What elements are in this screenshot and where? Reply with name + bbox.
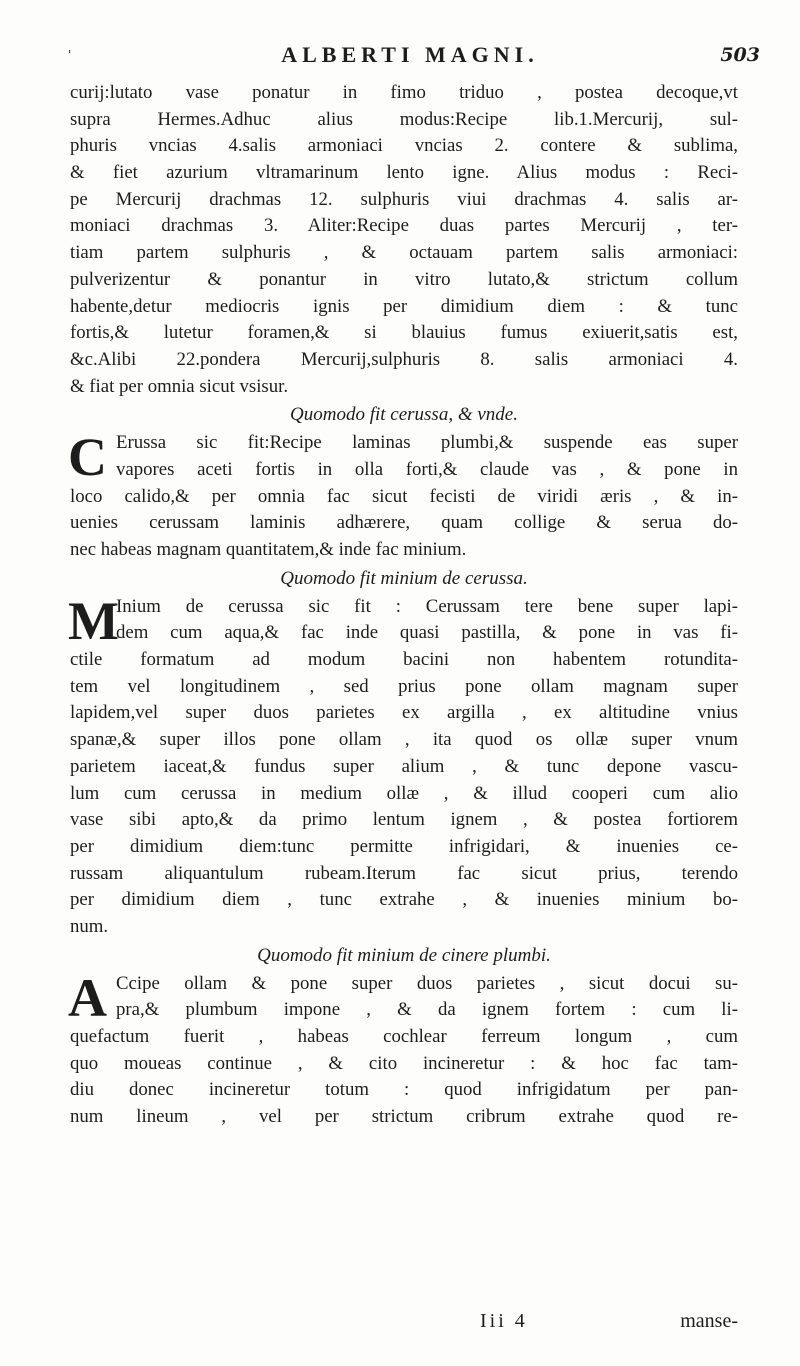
text-line: vase sibi apto,& da primo lentum ignem , & postea fortiorem (70, 809, 738, 831)
text-line: Ccipe ollam & pone super duos parietes , sicut docui su- (116, 972, 738, 994)
text-line: ctile formatum ad modum bacini non habentem rotundita- (70, 649, 738, 671)
paragraph-minium (68, 590, 738, 941)
running-head (60, 38, 760, 72)
running-head-title: ALBERTI MAGNI. (281, 42, 539, 67)
text-line: lum cum cerussa in medium ollæ , & illud cooperi cum alio (70, 782, 738, 804)
text-line: supra Hermes.Adhuc alius modus:Recipe lib.1.Mercurij, sul- (70, 108, 738, 130)
section-heading: Quomodo fit minium de cerussa. (280, 567, 528, 589)
text-line: Inium de cerussa sic fit : Cerussam tere bene super lapi- (116, 595, 738, 617)
text-line: per dimidium diem:tunc permitte infrigidari, & inuenies ce- (70, 835, 738, 857)
text-line: quo moueas continue , & cito incineretur : & hoc fac tam- (70, 1052, 738, 1074)
text-line: fortis,& lutetur foramen,& si blauius fumus exiuerit,satis est, (70, 322, 738, 344)
section-heading: Quomodo fit cerussa, & vnde. (290, 404, 518, 426)
text-line: parietem iaceat,& fundus super alium , & tunc depone vascu- (70, 755, 738, 777)
catchword: manse- (680, 1310, 738, 1332)
text-line: tiam partem sulphuris , & octauam partem salis armoniaci: (70, 242, 738, 264)
page-footer (70, 1310, 738, 1336)
text-line: nec habeas magnam quantitatem,& inde fac minium. (70, 539, 467, 560)
text-line: Erussa sic fit:Recipe laminas plumbi,& suspende eas super (116, 432, 738, 454)
text-line: num. (70, 915, 109, 937)
text-line: russam aliquantulum rubeam.Iterum fac sicut prius, terendo (70, 862, 738, 884)
text-line: vapores aceti fortis in olla forti,& claude vas , & pone in (116, 458, 738, 480)
signature-mark: Iii 4 (480, 1310, 528, 1332)
opening-block (70, 80, 738, 400)
text-line: tem vel longitudinem , sed prius pone ollam magnam super (70, 675, 738, 697)
text-line: dem cum aqua,& fac inde quasi pastilla, & pone in vas fi- (116, 622, 738, 644)
section-heading: Quomodo fit minium de cinere plumbi. (257, 944, 551, 966)
text-line: diu donec incineretur totum : quod infrigidatum per pan- (70, 1079, 738, 1101)
initial-letter: A (68, 967, 107, 1028)
text-line: uenies cerussam laminis adhærere, quam collige & serua do- (70, 512, 738, 534)
text-line: pe Mercurij drachmas 12. sulphuris viui drachmas 4. salis ar- (70, 188, 738, 210)
paragraph-minium-cinere (68, 967, 738, 1131)
text-line: num lineum , vel per strictum cribrum extrahe quod re- (70, 1106, 738, 1128)
text-line: curij:lutato vase ponatur in fimo triduo , postea decoque,vt (70, 82, 738, 103)
text-line: & fiat per omnia sicut vsisur. (70, 375, 289, 397)
text-line: loco calido,& per omnia fac sicut fecisti de viridi æris , & in- (70, 485, 738, 507)
text-line: habente,detur mediocris ignis per dimidium diem : & tunc (70, 295, 738, 317)
initial-letter: M (68, 590, 119, 651)
running-head-mark: ' (68, 48, 72, 62)
text-line: spanæ,& super illos pone ollam , ita quod os ollæ super vnum (70, 729, 738, 751)
text-line: quefactum fuerit , habeas cochlear ferreum longum , cum (70, 1026, 738, 1047)
initial-letter: C (68, 427, 107, 488)
paragraph-cerussa (68, 427, 738, 563)
body-text (70, 80, 738, 1131)
text-line: per dimidium diem , tunc extrahe , & inuenies minium bo- (70, 889, 738, 911)
text-line: phuris vncias 4.salis armoniaci vncias 2. contere & sublima, (70, 135, 738, 157)
text-line: pulverizentur & ponantur in vitro lutato,& strictum collum (70, 268, 738, 290)
text-line: moniaci drachmas 3. Aliter:Recipe duas partes Mercurij , ter- (70, 215, 738, 237)
text-line: & fiet azurium vltramarinum lento igne. Alius modus : Reci- (70, 162, 738, 184)
text-line: &c.Alibi 22.pondera Mercurij,sulphuris 8. salis armoniaci 4. (70, 348, 738, 370)
text-line: pra,& plumbum impone , & da ignem fortem : cum li- (116, 999, 738, 1021)
page-number: 503 (720, 44, 760, 66)
text-line: lapidem,vel super duos parietes ex argilla , ex altitudine vnius (70, 702, 738, 724)
